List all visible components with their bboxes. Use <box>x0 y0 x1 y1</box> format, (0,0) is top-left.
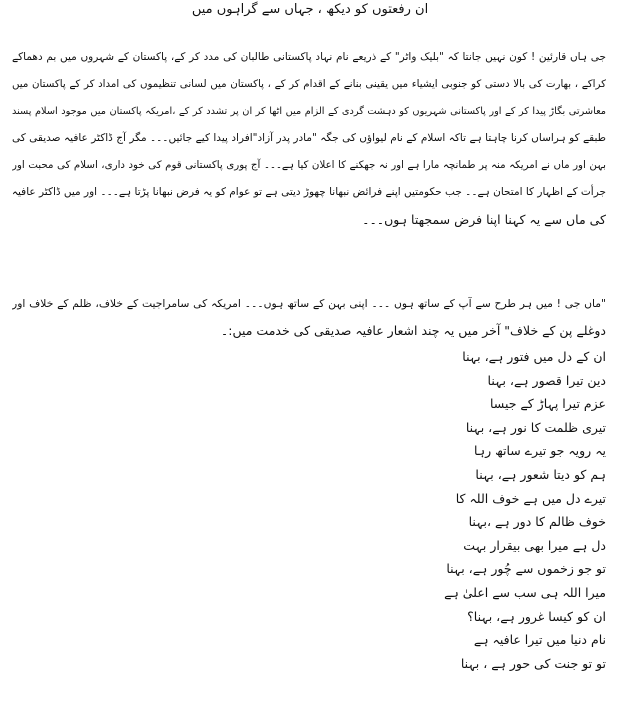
paragraph-2 <box>12 290 606 344</box>
paragraph-line: جی ہاں قارئین ! کون نہیں جانتا کہ "بلیک واٹر" کے ذریعے نام نہاد پاکستانی طالبان کی مدد کر کے، پاکستان کے شہروں میں بم دھماکے <box>12 51 606 63</box>
paragraph-line: طبقے کو ہراساں کرنا چاہتا ہے تاکہ اسلام کے نام لیواؤں کی جگہ "مادر پدر آزاد"افراد پیدا کیے جائیں۔۔۔ مگر آج ڈاکٹر عافیہ صدیقی کی <box>12 132 606 144</box>
poem-verse: دل ہے میرا بھی بیقرار بہت <box>463 537 606 553</box>
poem-verse: یہ رویہ جو تیرے ساتھ رہا <box>473 443 606 459</box>
poem-verse: تیرے دل میں ہے خوف اللہ کا <box>455 490 606 506</box>
poem-verse: تو جو زخموں سے چُور ہے، بہنا <box>446 561 606 577</box>
paragraph-line: کی ماں سے یہ کہنا اپنا فرض سمجھتا ہوں۔۔۔ <box>362 212 606 227</box>
poem-verse: نام دنیا میں تیرا عافیہ ہے <box>473 632 606 648</box>
paragraph-line: بہن اور ماں نے امریکہ منہ پر طمانچہ مارا ہے اور نہ جھکنے کا اعلان کیا ہے۔۔۔ آج پوری پاکستانی قوم کی خود داری، اسلام کی محبت اور <box>12 159 606 171</box>
poem <box>12 345 606 675</box>
poem-verse: خوف ظالم کا دور ہے ،بہنا <box>468 514 606 530</box>
page-title: ان رفعتوں کو دیکھ ، جہاں سے گراہوں میں <box>191 2 429 17</box>
poem-verse: دین تیرا قصور ہے، بہنا <box>487 372 606 388</box>
poem-verse: ان کے دل میں فتور ہے، بہنا <box>462 349 606 364</box>
poem-verse: میرا اللہ ہی سب سے اعلیٰ ہے <box>444 584 606 600</box>
paragraph-line: جرأت کے اظہار کا امتحان ہے۔۔ جب حکومتیں اپنے فرائض نبھانا چھوڑ دیتی ہے تو عوام کو یہ فرض نبھانا پڑتا ہے۔۔۔ اور میں ڈاکٹر عافیہ <box>12 186 606 198</box>
paragraph-line: "ماں جی ! میں ہر طرح سے آپ کے ساتھ ہوں ۔۔۔ اپنی بہن کے ساتھ ہوں۔۔۔ امریکہ کی سامراجیت کے خلاف، ظلم کے خلاف اور <box>12 297 606 310</box>
paragraph-line: دوغلے پن کے خلاف" آخر میں یہ چند اشعار عافیہ صدیقی کی خدمت میں:۔ <box>220 323 606 338</box>
paragraph-line: معاشرتی بگاڑ پیدا کر کے اور پاکستانی شہریوں کو دہشت گردی کے الزام میں اٹھا کر ان پر تشدد کر کے ،امریکہ پاکستان میں موجود اسلام پسند <box>12 106 606 117</box>
paragraph-line: کراکے ، بھارت کی بالا دستی کو جنوبی ایشیاء میں یقینی بنانے کے اقدام کر کے ، پاکستان میں لسانی تنظیموں کی امداد کر کے پاکستان میں <box>12 78 606 90</box>
poem-verse: ان کو کیسا غرور ہے، بہنا؟ <box>467 608 606 624</box>
poem-verse: تیری ظلمت کا نور ہے، بہنا <box>465 419 606 435</box>
poem-verse: ہم کو دیتا شعور ہے، بہنا <box>475 466 606 482</box>
poem-verse: تو تو جنت کی حور ہے ، بہنا <box>460 655 606 671</box>
poem-verse: عزم تیرا پہاڑ کے جیسا <box>490 396 606 412</box>
paragraph-1 <box>12 44 606 233</box>
